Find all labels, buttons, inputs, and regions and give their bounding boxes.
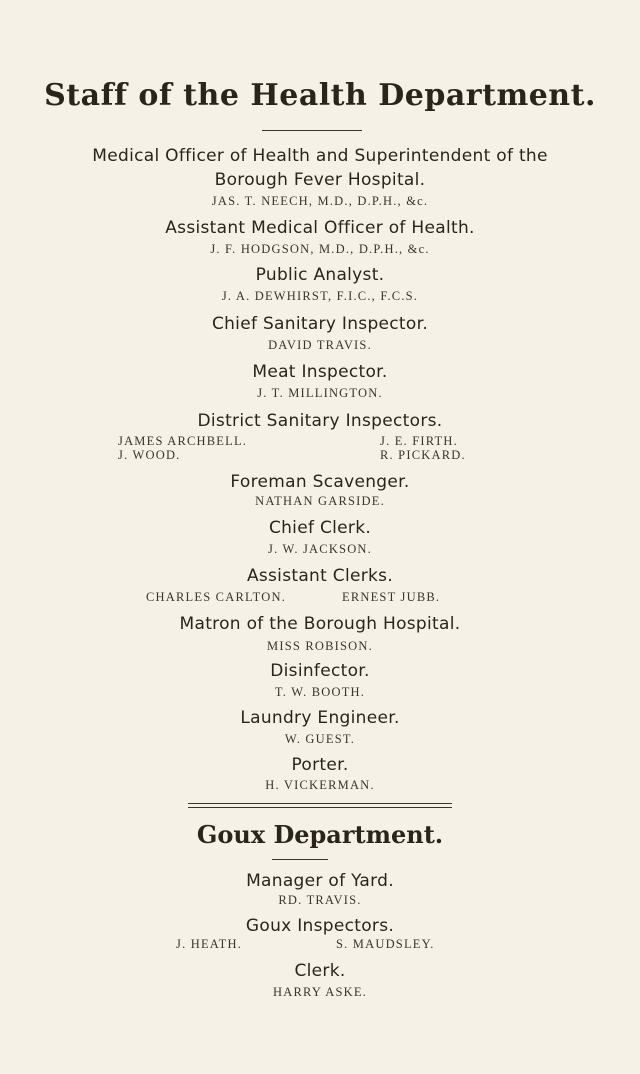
title-rule <box>272 859 328 860</box>
page-title: Staff of the Health Department. <box>44 78 596 113</box>
section-heading: Goux Inspectors. <box>245 916 395 936</box>
section-heading: Medical Officer of Health and Superintendent of the <box>92 146 548 166</box>
staff-name: J. W. JACKSON. <box>268 542 372 556</box>
staff-name: JAS. T. NEECH, M.D., D.P.H., &c. <box>211 194 429 208</box>
section-heading: Chief Clerk. <box>268 518 372 538</box>
section-heading: Disinfector. <box>270 661 370 681</box>
staff-name: ERNEST JUBB. <box>342 590 441 604</box>
section-heading: Foreman Scavenger. <box>230 472 410 492</box>
staff-name: RD. TRAVIS. <box>278 893 362 907</box>
section-heading: Assistant Medical Officer of Health. <box>165 218 475 238</box>
title-rule <box>262 130 362 131</box>
section-divider <box>188 807 452 808</box>
section-heading: Laundry Engineer. <box>240 708 400 728</box>
section-heading: Manager of Yard. <box>246 871 394 891</box>
section-heading: Borough Fever Hospital. <box>214 170 426 190</box>
staff-name: J. T. MILLINGTON. <box>257 386 383 400</box>
section-title: Goux Department. <box>196 820 444 849</box>
staff-name: CHARLES CARLTON. <box>146 590 287 604</box>
staff-name: J. HEATH. <box>176 937 243 951</box>
section-heading: Matron of the Borough Hospital. <box>179 614 461 634</box>
staff-name: R. PICKARD. <box>380 448 466 462</box>
section-heading: Meat Inspector. <box>252 362 388 382</box>
staff-name: MISS ROBISON. <box>267 639 373 653</box>
section-divider <box>188 803 452 804</box>
staff-name: HARRY ASKE. <box>272 985 367 999</box>
staff-name: J. E. FIRTH. <box>380 434 458 448</box>
section-heading: Porter. <box>291 755 349 775</box>
section-heading: Assistant Clerks. <box>246 566 394 586</box>
section-heading: Chief Sanitary Inspector. <box>211 314 429 334</box>
staff-name: J. WOOD. <box>118 448 181 462</box>
section-heading: Clerk. <box>294 961 346 981</box>
staff-name: J. A. DEWHIRST, F.I.C., F.C.S. <box>221 289 419 303</box>
staff-name: H. VICKERMAN. <box>265 778 375 792</box>
staff-name: DAVID TRAVIS. <box>268 338 372 352</box>
staff-name: JAMES ARCHBELL. <box>118 434 248 448</box>
staff-name: S. MAUDSLEY. <box>336 937 435 951</box>
staff-name: T. W. BOOTH. <box>274 685 366 699</box>
staff-name: J. F. HODGSON, M.D., D.P.H., &c. <box>210 242 430 256</box>
section-heading: Public Analyst. <box>255 265 385 285</box>
staff-name: W. GUEST. <box>284 732 356 746</box>
staff-name: NATHAN GARSIDE. <box>255 494 385 508</box>
section-heading: District Sanitary Inspectors. <box>197 411 443 431</box>
